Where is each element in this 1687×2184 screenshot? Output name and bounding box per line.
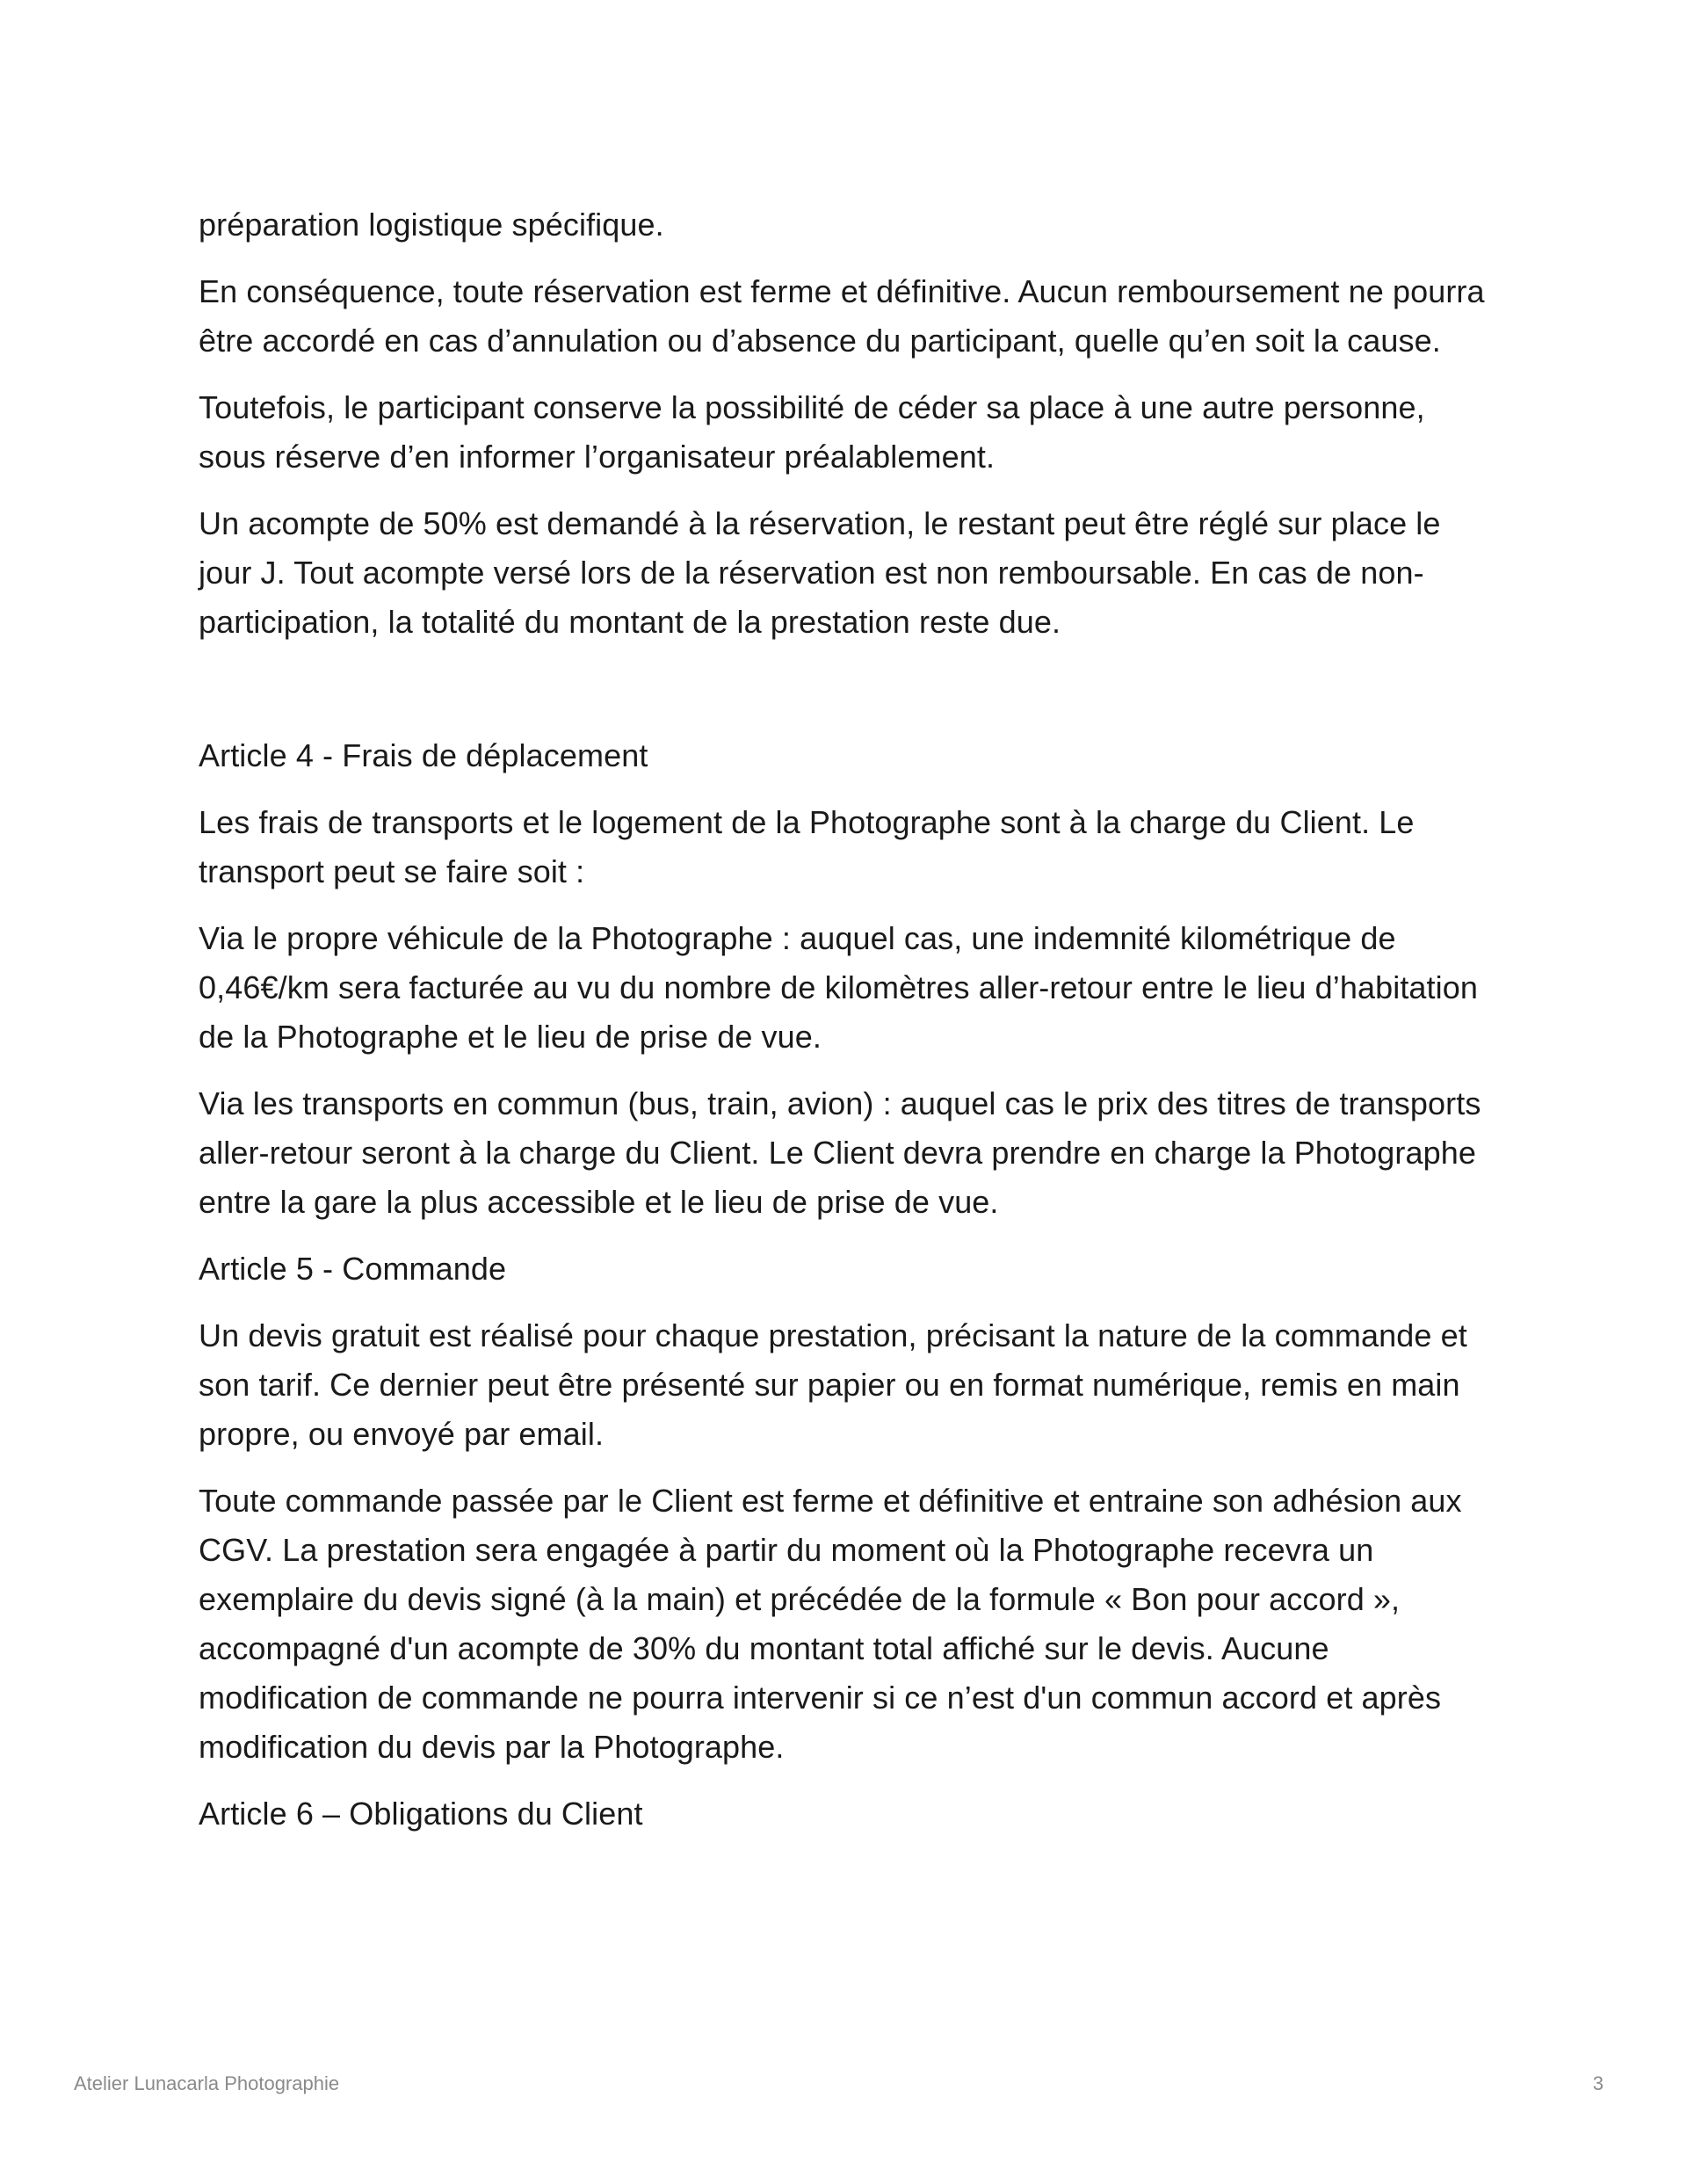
footer-company-name: Atelier Lunacarla Photographie: [74, 2072, 340, 2094]
paragraph-continuation: préparation logistique spécifique.: [199, 207, 664, 243]
heading-article-6: Article 6 – Obligations du Client: [199, 1796, 643, 1832]
paragraph-transfer-place: Toutefois, le participant conserve la possibilité de céder sa place à une autre personne, sous réserve d’en informer l’organisateur préalablement.: [199, 389, 1425, 475]
document-body: [199, 200, 1499, 1839]
paragraph-own-vehicle: Via le propre véhicule de la Photographe : auquel cas, une indemnité kilométrique de 0,46€/km sera facturée au vu du nombre de kilomètres aller-retour entre le lieu d’habitation de la Photographe et le lieu de prise de vue.: [199, 920, 1478, 1055]
paragraph-no-refund: En conséquence, toute réservation est ferme et définitive. Aucun remboursement ne pourra être accordé en cas d’annulation ou d’absence du participant, quelle qu’en soit la cause.: [199, 273, 1485, 359]
paragraph-deposit: Un acompte de 50% est demandé à la réservation, le restant peut être réglé sur place le jour J. Tout acompte versé lors de la réservation est non remboursable. En cas de non-participation, la totalité du montant de la prestation reste due.: [199, 505, 1441, 640]
paragraph-travel-costs: Les frais de transports et le logement de la Photographe sont à la charge du Client. Le transport peut se faire soit :: [199, 804, 1415, 889]
paragraph-free-quote: Un devis gratuit est réalisé pour chaque prestation, précisant la nature de la commande et son tarif. Ce dernier peut être présenté sur papier ou en format numérique, remis en main propre, ou envoyé par email.: [199, 1317, 1467, 1452]
heading-article-4: Article 4 - Frais de déplacement: [199, 737, 648, 773]
heading-article-5: Article 5 - Commande: [199, 1251, 507, 1287]
paragraph-public-transport: Via les transports en commun (bus, train, avion) : auquel cas le prix des titres de transports aller-retour seront à la charge du Client. Le Client devra prendre en charge la Photographe entre la gare la plus accessible et le lieu de prise de vue.: [199, 1085, 1481, 1220]
paragraph-order-terms: Toute commande passée par le Client est ferme et définitive et entraine son adhésion aux CGV. La prestation sera engagée à partir du moment où la Photographe recevra un exemplaire du devis signé (à la main) et précédée de la formule « Bon pour accord », accompagné d'un acompte de 30% du montant total affiché sur le devis. Aucune modification de commande ne pourra intervenir si ce n’est d'un commun accord et après modification du devis par la Photographe.: [199, 1483, 1462, 1765]
footer-page-number: 3: [1592, 2072, 1604, 2094]
